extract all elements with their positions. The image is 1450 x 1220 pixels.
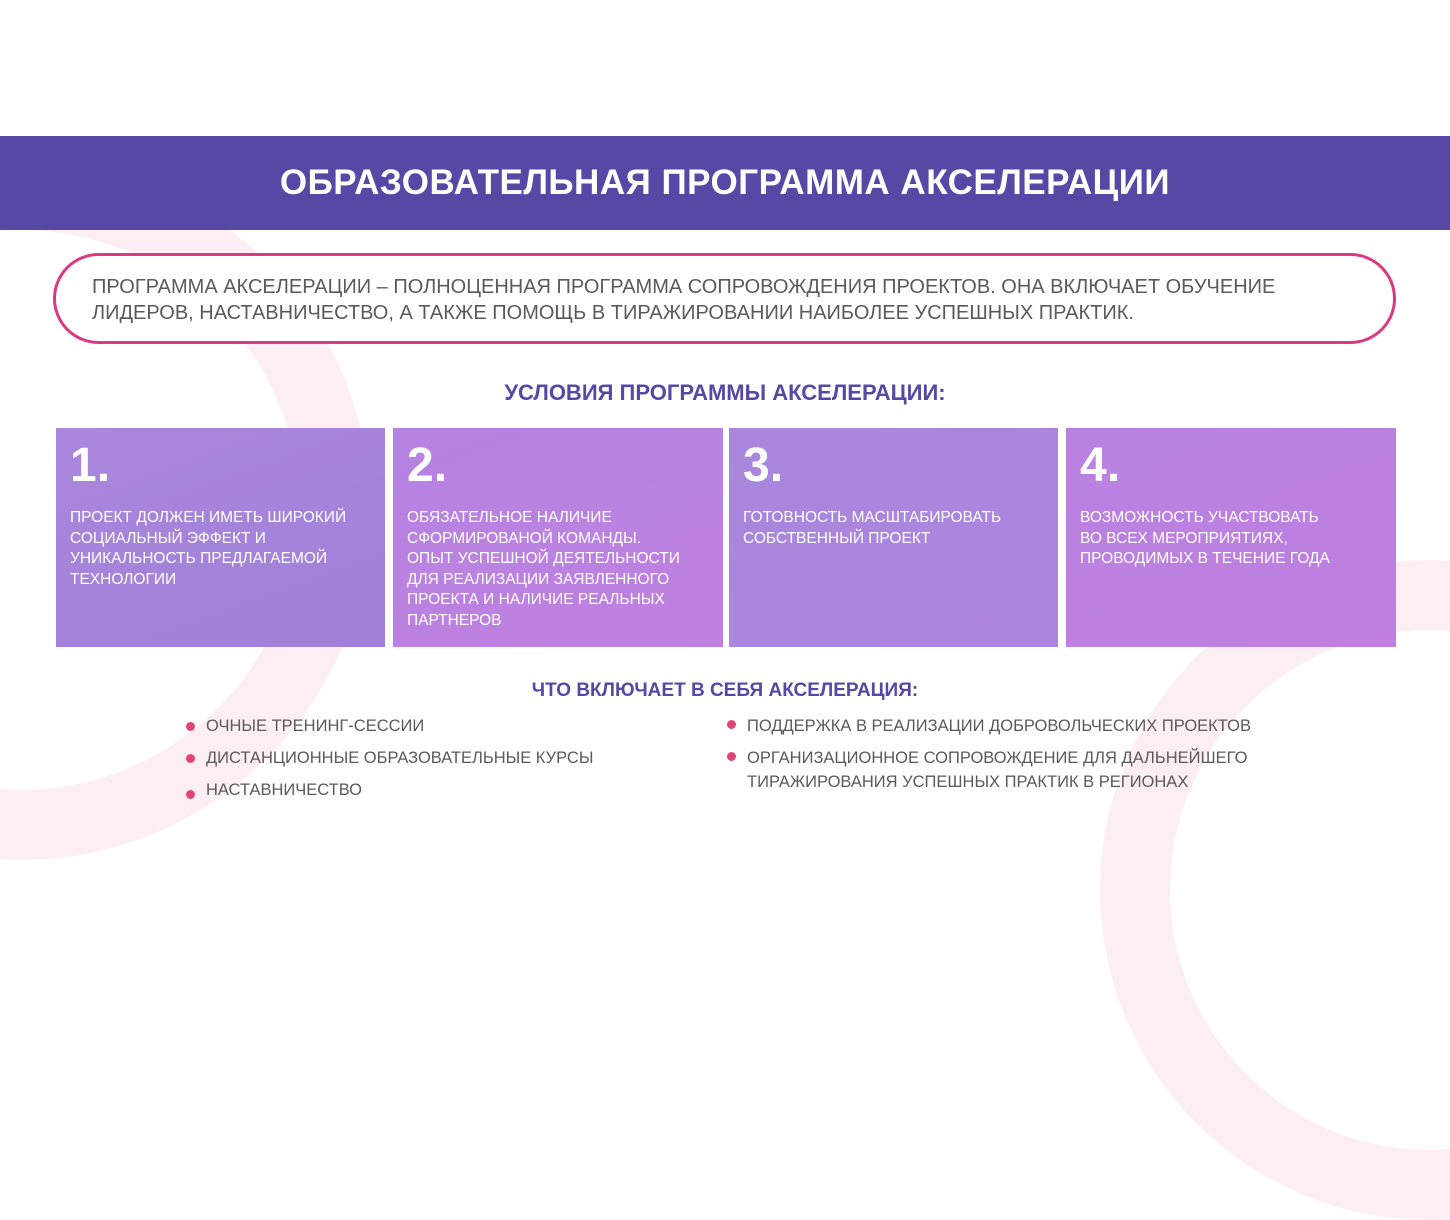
condition-card-2 xyxy=(393,428,723,647)
includes-list-left xyxy=(186,714,686,810)
page-title: ОБРАЗОВАТЕЛЬНАЯ ПРОГРАММА АКСЕЛЕРАЦИИ xyxy=(279,163,1171,202)
condition-text-line: ВО ВСЕХ МЕРОПРИЯТИЯХ, xyxy=(1080,529,1288,547)
condition-card-4 xyxy=(1066,428,1396,647)
condition-text xyxy=(743,508,1046,549)
intro-box xyxy=(53,253,1396,344)
bullet-dot-icon xyxy=(186,722,195,731)
condition-text-line: ДЛЯ РЕАЛИЗАЦИИ ЗАЯВЛЕННОГО xyxy=(407,570,670,588)
list-item-text: ОЧНЫЕ ТРЕНИНГ-СЕССИИ xyxy=(206,717,425,735)
list-item xyxy=(186,778,686,802)
intro-line-1: ПРОГРАММА АКСЕЛЕРАЦИИ – ПОЛНОЦЕННАЯ ПРОГРАММА СОПРОВОЖДЕНИЯ ПРОЕКТОВ. ОНА ВКЛЮЧАЕТ ОБУЧЕНИЕ xyxy=(92,276,1276,298)
condition-text-line: ВОЗМОЖНОСТЬ УЧАСТВОВАТЬ xyxy=(1080,509,1319,526)
list-item xyxy=(727,714,1347,738)
condition-text-line: ГОТОВНОСТЬ МАСШТАБИРОВАТЬ xyxy=(743,509,1002,526)
condition-text-line: ПРОЕКТА И НАЛИЧИЕ РЕАЛЬНЫХ xyxy=(407,591,665,609)
list-item-text: НАСТАВНИЧЕСТВО xyxy=(206,781,362,799)
background-arc-right xyxy=(1100,560,1450,1220)
condition-text-line: СОЦИАЛЬНЫЙ ЭФФЕКТ И xyxy=(70,529,266,547)
includes-heading: ЧТО ВКЛЮЧАЕТ В СЕБЯ АКСЕЛЕРАЦИЯ: xyxy=(531,680,919,701)
condition-number: 4. xyxy=(1080,439,1121,492)
bullet-dot-icon xyxy=(186,790,195,799)
condition-text-line: СОБСТВЕННЫЙ ПРОЕКТ xyxy=(743,529,931,547)
condition-text xyxy=(1080,508,1384,570)
condition-text-line: ОПЫТ УСПЕШНОЙ ДЕЯТЕЛЬНОСТИ xyxy=(407,550,680,568)
condition-text-line: СФОРМИРОВАНОЙ КОМАНДЫ. xyxy=(407,529,642,547)
condition-text-line: ПРОЕКТ ДОЛЖЕН ИМЕТЬ ШИРОКИЙ xyxy=(70,509,347,526)
bullet-dot-icon xyxy=(727,752,736,761)
conditions-cards xyxy=(56,428,1396,647)
list-item xyxy=(186,714,686,738)
bullet-dot-icon xyxy=(727,720,736,729)
condition-number: 3. xyxy=(743,439,784,492)
condition-number: 1. xyxy=(70,439,111,492)
condition-text-line: ТЕХНОЛОГИИ xyxy=(70,570,177,588)
condition-text-line: ПАРТНЕРОВ xyxy=(407,611,502,629)
condition-card-3 xyxy=(729,428,1058,647)
includes-list-right xyxy=(727,714,1347,802)
condition-text-line: ОБЯЗАТЕЛЬНОЕ НАЛИЧИЕ xyxy=(407,509,612,526)
list-item xyxy=(186,746,686,770)
condition-text xyxy=(407,508,711,632)
condition-card-1 xyxy=(56,428,385,647)
list-item-text: ДИСТАНЦИОННЫЕ ОБРАЗОВАТЕЛЬНЫЕ КУРСЫ xyxy=(206,749,594,767)
list-item-text: ТИРАЖИРОВАНИЯ УСПЕШНЫХ ПРАКТИК В РЕГИОНАХ xyxy=(747,773,1189,791)
list-item xyxy=(727,746,1347,794)
list-item-text: ПОДДЕРЖКА В РЕАЛИЗАЦИИ ДОБРОВОЛЬЧЕСКИХ ПРОЕКТОВ xyxy=(747,717,1251,735)
title-band xyxy=(0,136,1450,230)
condition-text xyxy=(70,508,373,590)
conditions-heading: УСЛОВИЯ ПРОГРАММЫ АКСЕЛЕРАЦИИ: xyxy=(504,380,946,405)
intro-line-2: ЛИДЕРОВ, НАСТАВНИЧЕСТВО, А ТАКЖЕ ПОМОЩЬ В ТИРАЖИРОВАНИИ НАИБОЛЕЕ УСПЕШНЫХ ПРАКТИК. xyxy=(92,302,1134,324)
bullet-dot-icon xyxy=(186,754,195,763)
list-item-text: ОРГАНИЗАЦИОННОЕ СОПРОВОЖДЕНИЕ ДЛЯ ДАЛЬНЕЙШЕГО xyxy=(747,749,1248,767)
condition-text-line: УНИКАЛЬНОСТЬ ПРЕДЛАГАЕМОЙ xyxy=(70,550,328,568)
condition-number: 2. xyxy=(407,439,448,492)
condition-text-line: ПРОВОДИМЫХ В ТЕЧЕНИЕ ГОДА xyxy=(1080,550,1330,568)
